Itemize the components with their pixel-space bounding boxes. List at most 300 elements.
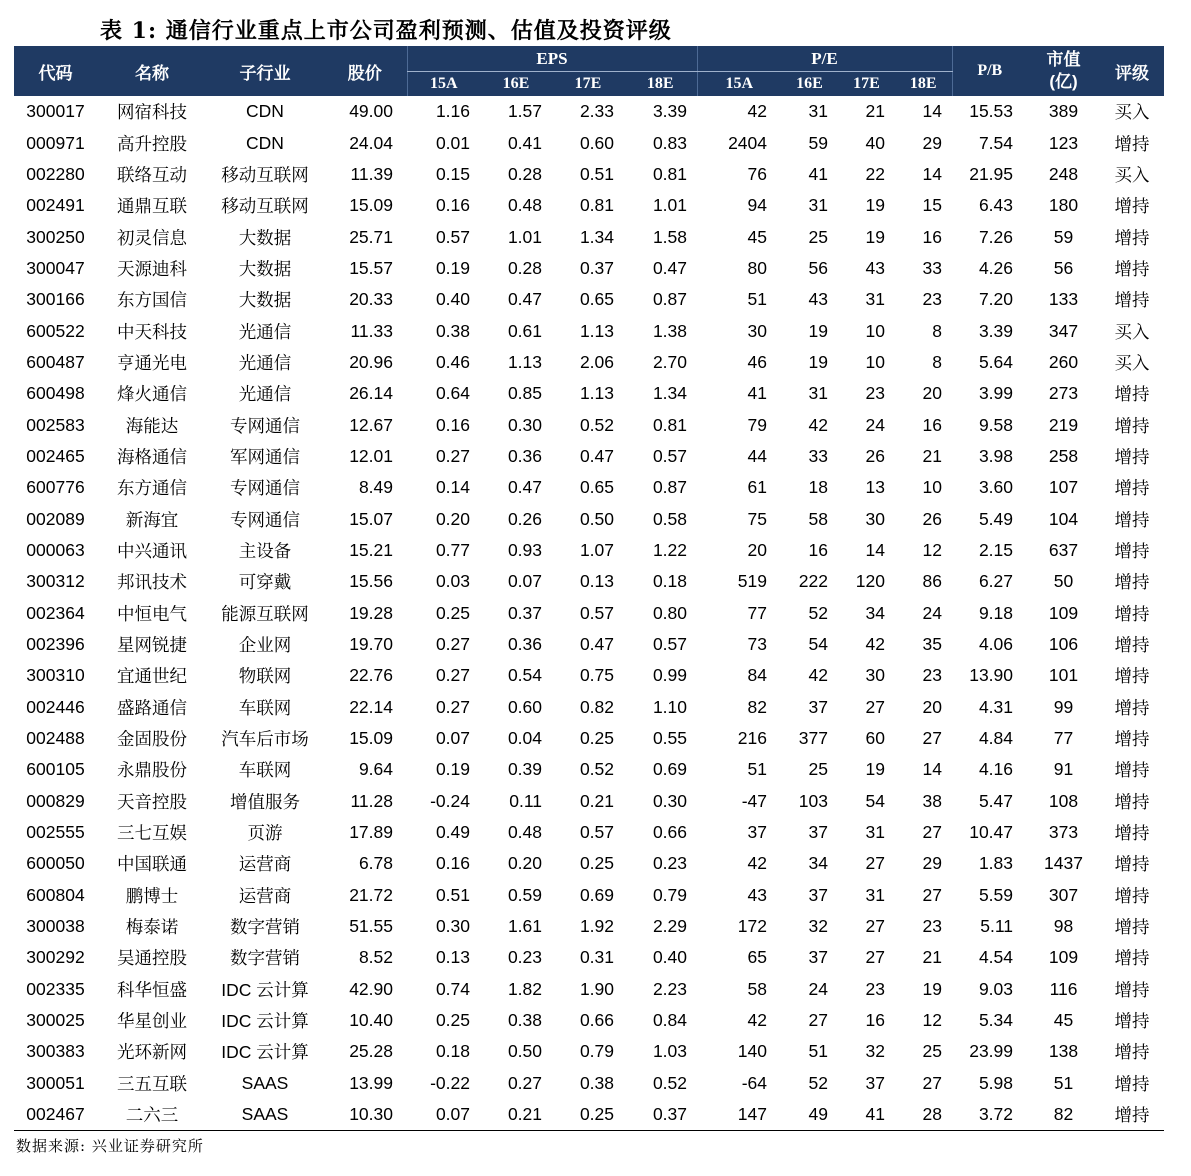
cell-pe-18e: 20 (922, 383, 943, 404)
cell-pe-16e: 42 (808, 414, 828, 435)
cell-rating: 增持 (1114, 791, 1150, 812)
cell-eps-16e: 0.36 (507, 445, 542, 466)
cell-pe-16e: 27 (808, 1010, 828, 1031)
table-row (14, 660, 1164, 691)
table-row (14, 817, 1164, 848)
cell-market-cap: 273 (1048, 383, 1079, 404)
cell-pe-18e: 21 (922, 947, 943, 968)
cell-eps-16e: 0.93 (507, 539, 542, 560)
cell-pe-18e: 38 (922, 790, 943, 811)
cell-pe-15a: 65 (747, 947, 767, 968)
cell-eps-15a: 0.38 (435, 320, 470, 341)
cell-pe-17e: 42 (865, 634, 885, 655)
cell-subindustry: 专网通信 (230, 478, 300, 499)
table-row (14, 723, 1164, 754)
cell-rating: 增持 (1114, 446, 1150, 467)
cell-name: 中恒电气 (117, 603, 187, 624)
cell-eps-15a: 0.03 (435, 571, 470, 592)
cell-eps-16e: 0.07 (507, 571, 542, 592)
cell-code: 002280 (26, 163, 85, 184)
header-pe-17e: 17E (838, 72, 895, 97)
cell-name: 三七互娱 (117, 823, 187, 844)
cell-eps-17e: 2.33 (579, 101, 614, 122)
cell-market-cap: 109 (1048, 947, 1079, 968)
cell-rating: 增持 (1114, 509, 1150, 530)
source-note: 数据来源: 兴业证券研究所 (16, 1137, 204, 1155)
cell-name: 金固股份 (117, 729, 187, 750)
header-price: 股价 (323, 46, 407, 96)
cell-pb: 15.53 (969, 101, 1014, 122)
cell-pe-18e: 27 (922, 1072, 943, 1093)
cell-rating: 增持 (1114, 227, 1150, 248)
cell-eps-15a: 0.19 (435, 257, 470, 278)
table-row (14, 598, 1164, 629)
cell-pe-18e: 12 (922, 1010, 943, 1031)
cell-rating: 买入 (1114, 102, 1150, 123)
cell-rating: 增持 (1114, 196, 1150, 217)
cell-eps-16e: 0.61 (507, 320, 542, 341)
cell-eps-17e: 0.47 (579, 634, 614, 655)
cell-name: 中国联通 (117, 854, 187, 875)
cell-rating: 增持 (1114, 917, 1150, 938)
cell-code: 300051 (26, 1072, 85, 1093)
table-row (14, 535, 1164, 566)
cell-eps-17e: 0.21 (579, 790, 614, 811)
header-pe-15a: 15A (697, 72, 781, 97)
cell-pb: 5.34 (978, 1010, 1014, 1031)
cell-eps-18e: 0.66 (652, 822, 687, 843)
cell-pe-16e: 222 (798, 571, 828, 592)
cell-pe-15a: 75 (747, 508, 767, 529)
cell-name: 宜通世纪 (117, 666, 187, 687)
cell-pe-15a: 42 (747, 853, 767, 874)
cell-rating: 增持 (1100, 1099, 1164, 1131)
cell-pe-16e: 18 (808, 477, 828, 498)
cell-eps-17e: 0.37 (579, 257, 614, 278)
cell-rating: 增持 (1114, 666, 1150, 687)
cell-pe-18e: 23 (922, 916, 943, 937)
cell-pe-17e: 31 (865, 822, 885, 843)
cell-code: 300047 (26, 257, 85, 278)
table-row (14, 315, 1164, 346)
cell-eps-16e: 0.54 (507, 665, 542, 686)
cell-pb: 21.95 (969, 163, 1014, 184)
table-title: 表 1: 通信行业重点上市公司盈利预测、估值及投资评级 (100, 18, 672, 44)
cell-eps-18e: 0.79 (652, 884, 687, 905)
cell-subindustry: 光通信 (238, 384, 292, 405)
cell-eps-18e: 0.69 (652, 759, 687, 780)
cell-pe-16e: 43 (808, 289, 828, 310)
cell-code: 600522 (26, 320, 85, 341)
cell-eps-18e: 1.34 (652, 383, 687, 404)
cell-subindustry: 光通信 (238, 352, 292, 373)
cell-rating: 增持 (1114, 760, 1150, 781)
cell-pe-16e: 31 (808, 383, 828, 404)
cell-code: 300017 (26, 101, 85, 122)
cell-eps-15a: 0.14 (435, 477, 470, 498)
cell-subindustry: 企业网 (238, 635, 292, 656)
cell-eps-18e: 1.03 (652, 1041, 687, 1062)
cell-pe-17e: 30 (865, 508, 885, 529)
cell-pe-17e: 16 (865, 1010, 885, 1031)
cell-market-cap: 347 (1048, 320, 1079, 341)
cell-eps-17e: 0.60 (579, 132, 614, 153)
cell-eps-18e: 1.58 (652, 226, 687, 247)
cell-eps-17e: 0.82 (579, 696, 614, 717)
cell-market-cap: 133 (1048, 289, 1079, 310)
cell-pe-17e: 120 (855, 571, 885, 592)
table-row (14, 441, 1164, 472)
cell-subindustry: 移动互联网 (221, 164, 309, 185)
cell-eps-15a: 0.16 (435, 195, 470, 216)
cell-eps-15a: 1.16 (435, 101, 470, 122)
cell-name: 高升控股 (117, 133, 187, 154)
cell-pb: 7.54 (978, 132, 1014, 153)
cell-pb: 4.26 (978, 257, 1014, 278)
table-row (14, 378, 1164, 409)
cell-eps-15a: 0.13 (435, 947, 470, 968)
cell-eps-17e: 1.13 (579, 320, 614, 341)
cell-pe-18e: 24 (922, 602, 943, 623)
cell-eps-17e: 0.65 (579, 289, 614, 310)
cell-price: 19.28 (349, 602, 393, 623)
table-row (14, 692, 1164, 723)
table-row (14, 754, 1164, 785)
cell-eps-15a: 0.07 (407, 1099, 480, 1131)
cell-rating: 增持 (1114, 979, 1150, 1000)
cell-pe-18e: 8 (932, 320, 943, 341)
cell-pe-17e: 54 (865, 790, 885, 811)
table-row (14, 974, 1164, 1005)
cell-pb: 5.49 (978, 508, 1014, 529)
cell-pe-16e: 25 (808, 226, 828, 247)
cell-pe-18e: 19 (922, 978, 943, 999)
cell-pe-16e: 37 (808, 947, 828, 968)
header-pe-16e: 16E (781, 72, 838, 97)
cell-rating: 增持 (1114, 697, 1150, 718)
cell-code: 002491 (26, 195, 85, 216)
cell-eps-15a: 0.30 (435, 916, 470, 937)
cell-market-cap: 116 (1049, 978, 1078, 999)
cell-pe-18e: 28 (895, 1099, 952, 1131)
table-row (14, 566, 1164, 597)
cell-eps-18e: 0.57 (652, 445, 687, 466)
cell-price: 15.21 (349, 539, 393, 560)
cell-pe-17e: 41 (838, 1099, 895, 1131)
table-row (14, 503, 1164, 534)
cell-code: 000971 (26, 132, 85, 153)
cell-eps-16e: 0.59 (507, 884, 542, 905)
cell-name: 天音控股 (117, 791, 187, 812)
cell-rating: 增持 (1114, 635, 1150, 656)
cell-pe-18e: 23 (922, 289, 943, 310)
cell-pe-15a: 45 (747, 226, 767, 247)
cell-eps-16e: 0.20 (507, 853, 542, 874)
cell-market-cap: 307 (1048, 884, 1079, 905)
cell-eps-18e: 0.23 (652, 853, 687, 874)
cell-eps-15a: 0.25 (435, 602, 470, 623)
cell-eps-15a: 0.77 (435, 539, 470, 560)
cell-eps-18e: 0.40 (652, 947, 687, 968)
cell-price: 15.09 (349, 195, 393, 216)
cell-eps-18e: 1.22 (652, 539, 687, 560)
header-subindustry: 子行业 (207, 46, 323, 96)
cell-pe-15a: 519 (737, 571, 767, 592)
cell-subindustry: 车联网 (238, 697, 292, 718)
cell-market-cap: 373 (1048, 822, 1079, 843)
cell-pe-17e: 22 (865, 163, 885, 184)
cell-eps-15a: -0.22 (430, 1072, 470, 1093)
cell-name: 烽火通信 (117, 384, 187, 405)
cell-eps-18e: 0.57 (652, 634, 687, 655)
table-row (14, 347, 1164, 378)
cell-pe-16e: 49 (781, 1099, 838, 1131)
cell-subindustry: CDN (246, 101, 284, 122)
cell-subindustry: 页游 (247, 823, 283, 844)
cell-code: 300312 (26, 571, 85, 592)
cell-eps-17e: 0.57 (579, 822, 614, 843)
cell-pb: 4.06 (978, 634, 1014, 655)
cell-pe-16e: 58 (808, 508, 828, 529)
cell-pb: 3.99 (978, 383, 1014, 404)
cell-eps-15a: 0.20 (435, 508, 470, 529)
cell-rating: 增持 (1114, 415, 1150, 436)
cell-rating: 增持 (1114, 948, 1150, 969)
cell-subindustry: 数字营销 (230, 948, 300, 969)
cell-pe-16e: 377 (798, 728, 828, 749)
cell-price: 15.56 (349, 571, 393, 592)
cell-pe-16e: 31 (808, 101, 828, 122)
cell-pe-16e: 56 (808, 257, 828, 278)
cell-eps-17e: 0.75 (579, 665, 614, 686)
cell-subindustry: 数字营销 (230, 917, 300, 938)
cell-eps-16e: 0.27 (507, 1072, 542, 1093)
cell-name: 新海宜 (125, 509, 179, 530)
table-row (14, 221, 1164, 252)
cell-pe-15a: 82 (747, 696, 767, 717)
cell-pe-16e: 25 (808, 759, 828, 780)
cell-price: 21.72 (349, 884, 393, 905)
cell-market-cap: 123 (1048, 132, 1079, 153)
cell-name: 科华恒盛 (117, 979, 187, 1000)
cell-rating: 买入 (1114, 352, 1150, 373)
cell-pe-17e: 13 (865, 477, 885, 498)
cell-eps-16e: 0.60 (507, 696, 542, 717)
cell-pe-15a: 80 (747, 257, 767, 278)
cell-name: 海能达 (125, 415, 179, 436)
cell-pe-18e: 29 (922, 853, 943, 874)
cell-pe-18e: 21 (922, 445, 943, 466)
cell-pe-16e: 37 (808, 822, 828, 843)
cell-eps-18e: 3.39 (652, 101, 687, 122)
cell-pe-17e: 60 (865, 728, 885, 749)
cell-eps-17e: 0.25 (552, 1099, 624, 1131)
cell-eps-16e: 1.57 (507, 101, 542, 122)
table-row (14, 96, 1164, 127)
cell-code: 000063 (26, 539, 85, 560)
cell-market-cap: 180 (1048, 195, 1079, 216)
cell-price: 10.40 (349, 1010, 393, 1031)
cell-price: 15.07 (349, 508, 393, 529)
header-eps-16e: 16E (480, 72, 552, 97)
header-eps-15a: 15A (407, 72, 480, 97)
cell-price: 10.30 (323, 1099, 407, 1131)
cell-pb: 4.31 (978, 696, 1014, 717)
cell-eps-16e: 0.28 (507, 163, 542, 184)
cell-subindustry: SAAS (207, 1099, 323, 1131)
cell-price: 24.04 (349, 132, 393, 153)
header-eps-17e: 17E (552, 72, 624, 97)
cell-price: 20.96 (349, 351, 393, 372)
cell-code: 002396 (26, 634, 85, 655)
cell-subindustry: 运营商 (238, 885, 292, 906)
cell-eps-17e: 0.25 (579, 728, 614, 749)
header-pe-group: P/E (697, 46, 952, 72)
cell-rating: 增持 (1114, 1011, 1150, 1032)
header-rating: 评级 (1100, 46, 1164, 96)
cell-price: 42.90 (349, 978, 393, 999)
cell-pe-16e: 24 (808, 978, 828, 999)
cell-code: 600776 (26, 477, 85, 498)
cell-eps-16e: 0.28 (507, 257, 542, 278)
table-body (14, 96, 1164, 1131)
cell-eps-18e: 0.81 (652, 414, 687, 435)
cell-pe-17e: 14 (865, 539, 885, 560)
cell-market-cap: 248 (1048, 163, 1079, 184)
cell-pe-17e: 19 (865, 195, 885, 216)
cell-price: 8.52 (358, 947, 393, 968)
cell-code: 300250 (26, 226, 85, 247)
cell-rating: 增持 (1114, 854, 1150, 875)
cell-pb: 3.98 (978, 445, 1014, 466)
cell-code: 000829 (26, 790, 85, 811)
cell-eps-17e: 1.90 (579, 978, 614, 999)
cell-eps-16e: 1.61 (507, 916, 542, 937)
cell-price: 11.39 (350, 163, 393, 184)
cell-pb: 3.39 (978, 320, 1014, 341)
cell-eps-17e: 1.92 (579, 916, 614, 937)
cell-subindustry: 军网通信 (230, 446, 300, 467)
cell-eps-18e: 0.84 (652, 1010, 687, 1031)
cell-eps-17e: 0.52 (579, 414, 614, 435)
cell-price: 25.71 (349, 226, 393, 247)
cell-eps-17e: 0.50 (579, 508, 614, 529)
cell-eps-16e: 0.39 (507, 759, 542, 780)
cell-rating: 增持 (1114, 384, 1150, 405)
cell-pe-17e: 27 (865, 696, 885, 717)
cell-subindustry: 汽车后市场 (221, 729, 309, 750)
cell-price: 17.89 (349, 822, 393, 843)
cell-pe-16e: 103 (798, 790, 828, 811)
cell-eps-18e: 0.99 (652, 665, 687, 686)
cell-pe-16e: 31 (808, 195, 828, 216)
cell-market-cap: 50 (1053, 571, 1074, 592)
cell-eps-17e: 0.79 (579, 1041, 614, 1062)
table-row (14, 1005, 1164, 1036)
cell-name: 华星创业 (117, 1011, 187, 1032)
cell-eps-17e: 0.31 (579, 947, 614, 968)
cell-eps-15a: 0.74 (435, 978, 470, 999)
cell-eps-16e: 0.48 (507, 195, 542, 216)
cell-price: 6.78 (358, 853, 393, 874)
cell-price: 15.57 (349, 257, 393, 278)
cell-pe-15a: 58 (747, 978, 767, 999)
cell-subindustry: 移动互联网 (221, 196, 309, 217)
cell-subindustry: 车联网 (238, 760, 292, 781)
cell-eps-17e: 0.57 (579, 602, 614, 623)
cell-market-cap: 108 (1048, 790, 1079, 811)
cell-rating: 增持 (1114, 572, 1150, 593)
cell-price: 51.55 (349, 916, 393, 937)
cell-pe-15a: 61 (747, 477, 767, 498)
cell-eps-16e: 1.13 (507, 351, 542, 372)
table-row (14, 1068, 1164, 1099)
cell-pb: 5.11 (980, 916, 1014, 937)
table-row (14, 409, 1164, 440)
cell-pe-18e: 26 (922, 508, 943, 529)
cell-code: 300025 (26, 1010, 85, 1031)
cell-subindustry: 专网通信 (230, 509, 300, 530)
cell-market-cap: 258 (1048, 445, 1079, 466)
cell-rating: 增持 (1114, 603, 1150, 624)
cell-eps-17e: 0.47 (579, 445, 614, 466)
cell-eps-16e: 1.82 (507, 978, 542, 999)
cell-pe-15a: 73 (747, 634, 767, 655)
cell-pb: 5.64 (978, 351, 1014, 372)
cell-eps-18e: 0.58 (652, 508, 687, 529)
cell-code: 600105 (26, 759, 85, 780)
cell-price: 15.09 (349, 728, 393, 749)
cell-code: 300166 (26, 289, 85, 310)
cell-eps-16e: 0.47 (507, 289, 542, 310)
cell-subindustry: 大数据 (238, 227, 292, 248)
cell-name: 星网锐捷 (117, 635, 187, 656)
cell-market-cap: 107 (1048, 477, 1079, 498)
cell-eps-18e: 1.10 (652, 696, 687, 717)
cell-eps-17e: 0.25 (579, 853, 614, 874)
cell-pe-18e: 25 (922, 1041, 943, 1062)
cell-name: 鹏博士 (125, 885, 179, 906)
header-pe-18e: 18E (895, 72, 952, 97)
cell-price: 22.14 (349, 696, 393, 717)
cell-price: 9.64 (358, 759, 393, 780)
table-row (14, 1099, 1164, 1131)
cell-pe-16e: 37 (808, 884, 828, 905)
cell-name: 中天科技 (117, 321, 187, 342)
cell-subindustry: 专网通信 (230, 415, 300, 436)
cell-pe-16e: 51 (808, 1041, 828, 1062)
cell-name: 东方国信 (117, 290, 187, 311)
cell-name: 邦讯技术 (117, 572, 187, 593)
cell-eps-16e: 0.85 (507, 383, 542, 404)
cell-rating: 买入 (1114, 164, 1150, 185)
cell-price: 26.14 (349, 383, 393, 404)
cell-subindustry: IDC 云计算 (221, 1011, 309, 1032)
cell-pe-15a: 42 (747, 1010, 767, 1031)
cell-pe-15a: 77 (747, 602, 767, 623)
cell-price: 13.99 (349, 1072, 393, 1093)
table-row (14, 629, 1164, 660)
cell-pe-16e: 32 (808, 916, 828, 937)
cell-pe-15a: 43 (747, 884, 767, 905)
cell-subindustry: 主设备 (238, 540, 292, 561)
table-row (14, 159, 1164, 190)
cell-subindustry: IDC 云计算 (221, 979, 309, 1000)
cell-subindustry: 运营商 (238, 854, 292, 875)
cell-pe-17e: 31 (865, 884, 885, 905)
cell-name: 盛路通信 (117, 697, 187, 718)
cell-pe-17e: 23 (865, 383, 885, 404)
